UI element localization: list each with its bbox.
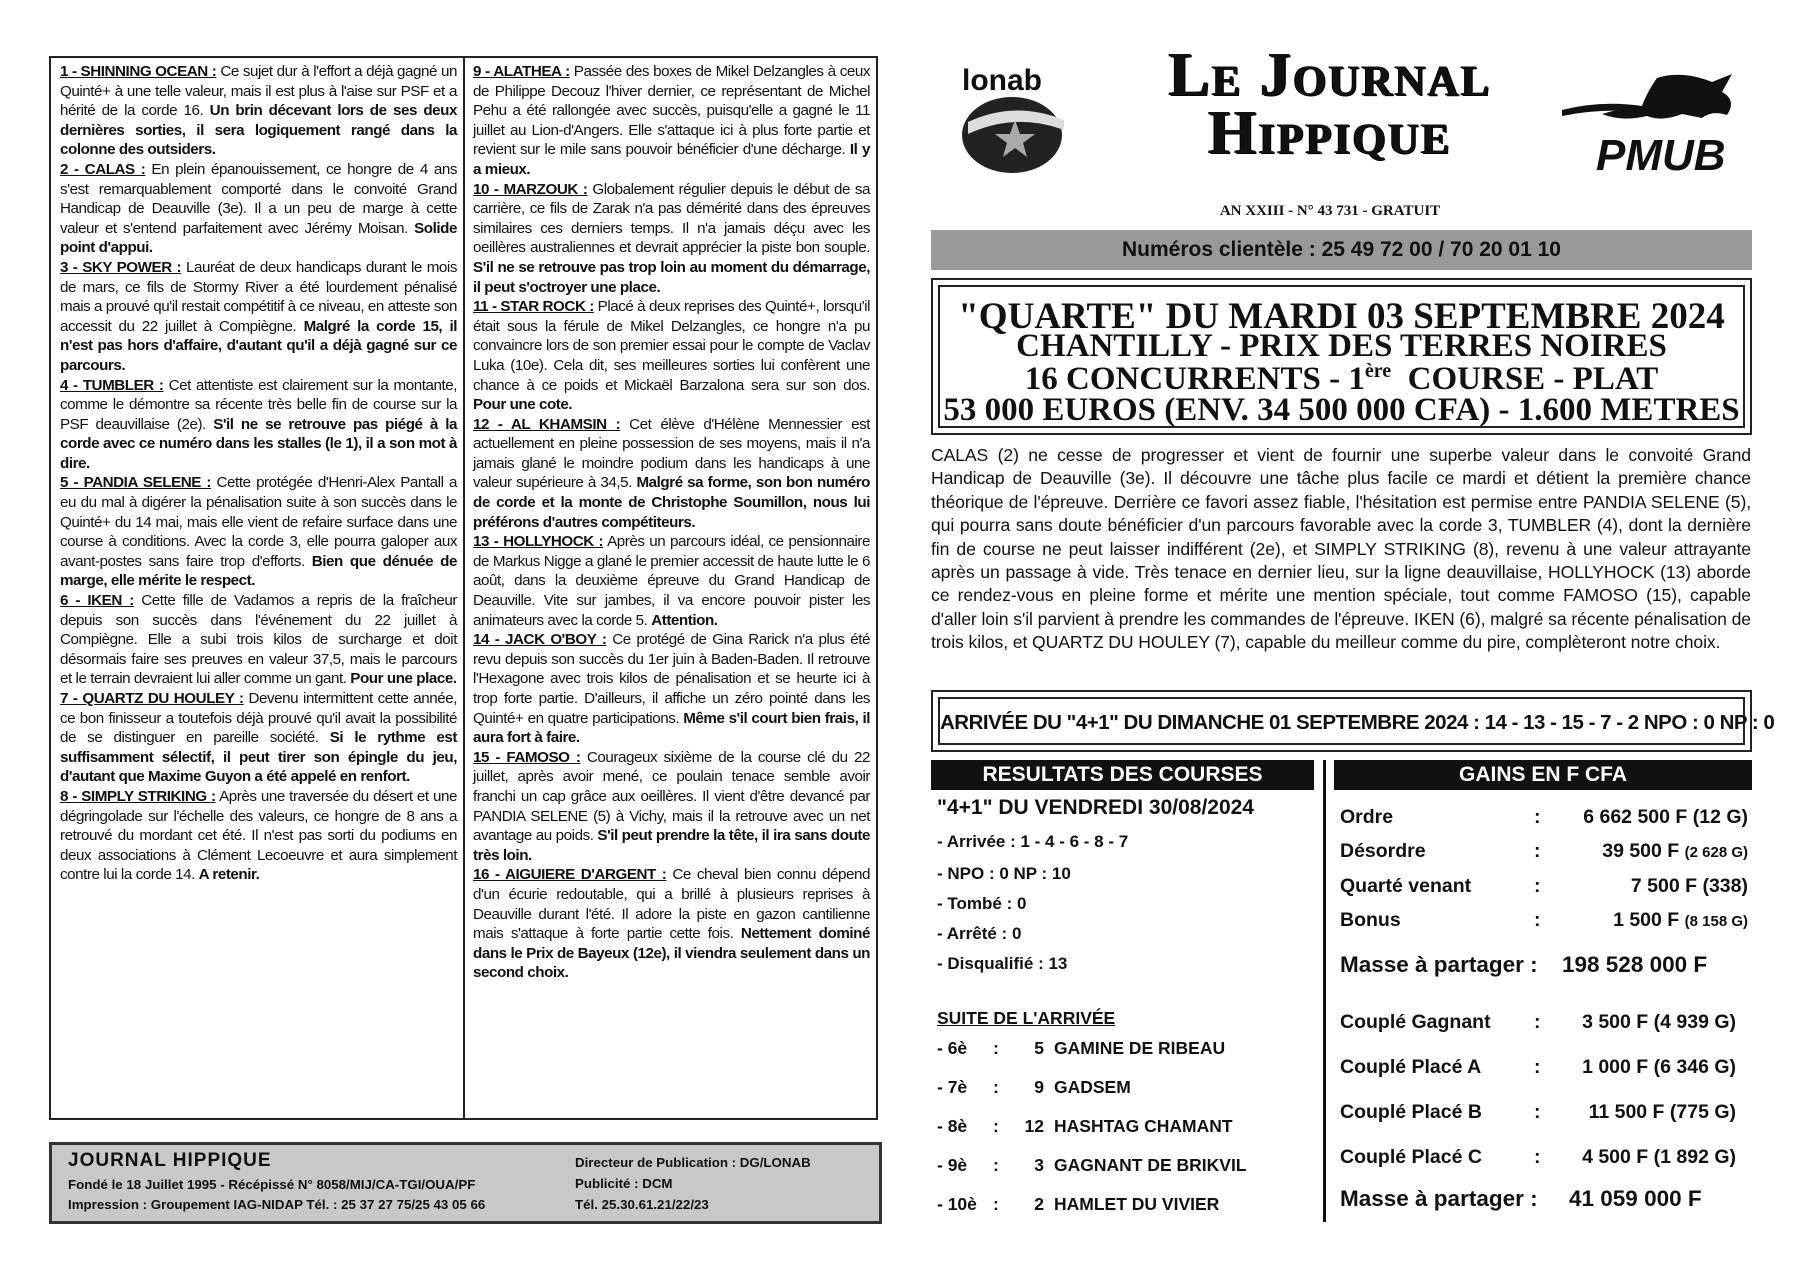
results-tombe: - Tombé : 0 [937,894,1027,913]
gains-bar: GAINS EN F CFA [1334,760,1752,790]
client-numbers: Numéros clientèle : 25 49 72 00 / 70 20 01 10 [1122,238,1561,261]
suite-sep: : [993,1077,999,1097]
masse-quarte-label: Masse à partager : [1340,952,1538,977]
horse-entry [473,865,870,983]
horse-comment: Cette fille de Vadamos a repris de la fraîcheur depuis son succès dans l'événement du 22 juillet à Compiègne. Elle a subi trois kilos de surcharge et doit désormais faire ses preuves en valeur 37,5, mais le parcours et le terrain devraient lui aller comme un gant. [60,592,457,688]
horse-verdict: Bien que dénuée de marge, elle mérite le respect. [60,552,457,590]
footer-advertising: Publicité : DCM [575,1176,673,1191]
horse-comment: Cet attentiste est clairement sur la montante, comme le démontre sa récente très belle fin de course sur la PSF deauvillaise (2e). [60,376,457,433]
horse-verdict: Nettement dominé dans le Prix de Bayeux (12e), il viendra seulement dans un second choix. [473,925,870,982]
suite-sep: : [993,1155,999,1175]
horse-verdict: S'il ne se retrouve pas piégé à la corde avec ce numéro dans les stalles (le 1), il a son mot à dire. [60,415,458,472]
horse-comment: En plein épanouissement, ce hongre de 4 ans s'est remarquablement comporté dans le convoité Grand Handicap de Deauville (3e). Il a un peu de marge à cette valeur et s'entend parfaitement avec Jérémy Moisan. [60,160,457,237]
suite-number: 2 [1034,1194,1044,1214]
suite-horse-name: GAMINE DE RIBEAU [1054,1038,1226,1058]
horse-comment: Placé à deux reprises des Quinté+, lorsqu'il était sous la férule de Mikel Delzangles, ce hongre n'a pu convaincre lors de son premier essai pour le compte de Vaclav Luka (10e). Cela dit, ses meilleures sorties lui confèrent une chance à ce poids et Mickaël Barzalona sera sur son dos. [473,298,870,394]
suite-number: 5 [1034,1038,1044,1058]
horse-comment: Courageux sixième de la course clé du 22 juillet, après avoir mené, ce poulain tenace semble avoir franchi un cap grâce aux oeillères. Il vient d'être devancé par PANDIA SELENE (5) à Vichy, mais il la retrouve avec un net avantage au poids. [473,748,870,845]
gain-value: 6 662 500 F (12 G) [1583,806,1748,828]
footer-director: Directeur de Publication : DG/LONAB [575,1155,811,1170]
horse-name: 13 - HOLLYHOCK : [473,533,604,551]
gain-label: Désordre [1340,840,1426,862]
footer-printing: Impression : Groupement IAG-NIDAP Tél. : 25 37 27 75/25 43 05 66 [68,1197,486,1212]
pmub-logo [1562,70,1752,180]
gain-label: Quarté venant [1340,875,1472,897]
gain-count: (775 G) [1669,1101,1736,1123]
suite-horse-name: HAMLET DU VIVIER [1054,1194,1220,1214]
horse-entry [473,415,870,533]
column-divider [463,58,465,1118]
results-heading: "4+1" DU VENDREDI 30/08/2024 [937,796,1254,819]
suite-sep: : [993,1194,999,1214]
gain-label: Couplé Placé C [1340,1146,1482,1168]
horse-name: 14 - JACK O'BOY : [473,631,607,649]
client-numbers-bar [931,230,1752,270]
results-arrete: - Arrêté : 0 [937,924,1022,943]
journal-title-line2: Hippique [1208,99,1452,167]
horse-comment: Globalement régulier depuis le début de sa carrière, ce fils de Zarak n'a pas démérité dans des épreuves similaires ces derniers temps. Il n'a jamais déçu avec les oeillères australiennes et devrait apprécier la piste bon souple. [473,180,870,257]
horse-entry [60,160,457,258]
horse-name: 7 - QUARTZ DU HOULEY : [60,690,244,707]
horse-verdict: Un brin décevant lors de ses deux dernières sorties, il sera logiquement rangé dans la colonne des outsiders. [60,102,458,159]
gain-label: Couplé Placé A [1340,1056,1482,1078]
horse-name: 15 - FAMOSO : [473,748,581,766]
gain-value: 11 500 F (775 G) [1588,1101,1736,1123]
horse-verdict: Solide point d'appui. [60,219,457,257]
horse-comment: Devenu intermittent cette année, ce bon finisseur a toutefois déjà prouvé qu'il avait la possibilité de se distinguer en pareille société. [60,690,457,747]
horse-verdict: Il y a mieux. [473,141,871,178]
gain-count: (338) [1702,875,1748,897]
suite-sep: : [993,1038,999,1058]
gain-value: 39 500 F (2 628 G) [1602,840,1748,862]
horse-verdict: A retenir. [198,866,260,884]
publication-footer [49,1142,882,1224]
lonab-logo [960,60,1070,180]
race-purse: 53 000 EUROS (ENV. 34 500 000 CFA) - 1.600 METRES [943,392,1740,428]
horse-verdict: Même s'il court bien frais, il aura fort à faire. [473,709,870,747]
horse-comment: Cet élève d'Hélène Mennessier est actuellement en pleine possession de ses moyens, mais il n'a jamais glané le moindre podium dans les handicaps à une valeur supérieure à 34,5. [473,415,870,492]
horse-entry [60,689,457,787]
horse-entry [60,258,457,376]
arrivee-banner [931,690,1775,752]
horse-name: 8 - SIMPLY STRIKING : [60,787,216,805]
horse-comment: Ce cheval bien connu dépend d'un écurie redoutable, qui a brillé à plusieurs reprises à Deauville durant l'été. Il adore la piste en gazon cantilienne mais s'attaque à forte partie cette fois. [473,866,870,943]
results-npo: - NPO : 0 NP : 10 [937,864,1071,883]
edition-info: AN XXIII - N° 43 731 - GRATUIT [1219,203,1441,219]
horse-verdict: Pour une place. [350,670,457,688]
horse-verdict: Pour une cote. [473,396,573,414]
footer-phone: Tél. 25.30.61.21/22/23 [575,1197,709,1212]
race-venue: CHANTILLY - PRIX DES TERRES NOIRES [1016,328,1667,364]
horse-entry [473,297,870,415]
horse-entry [60,591,457,689]
gain-label: Ordre [1340,806,1394,828]
gain-colon: : [1534,875,1541,897]
horse-comment: Ce protégé de Gina Rarick n'a plus été revu depuis son succès du 1er juin à Baden-Baden. Il retrouve l'Hexagone avec trois kilos de pénalisation et se heurte ici à trop forte partie. D'ailleurs, il affiche un zéro pointé dans les Quinté+ en quatre participations. [473,631,870,727]
gain-value: 7 500 F (338) [1630,875,1748,897]
horse-name: 11 - STAR ROCK : [473,298,594,316]
gain-value: 4 500 F (1 892 G) [1582,1146,1736,1168]
horse-name: 5 - PANDIA SELENE : [60,474,212,492]
svg-text:lonab: lonab [962,64,1042,97]
horse-name: 12 - AL KHAMSIN : [473,415,621,433]
suite-rank: - 7è [937,1077,968,1097]
suite-number: 12 [1024,1116,1044,1136]
gain-value: 1 500 F (8 158 G) [1613,909,1748,931]
horse-name: 9 - ALATHEA : [473,63,570,80]
horse-entry [473,180,870,298]
gain-count: (2 628 G) [1684,844,1748,861]
horse-name: 6 - IKEN : [60,592,134,610]
horse-entry [60,473,457,591]
footer-title: JOURNAL HIPPIQUE [68,1150,272,1171]
gain-colon: : [1534,1101,1541,1123]
gain-count: (4 939 G) [1653,1011,1736,1033]
horse-name: 2 - CALAS : [60,160,146,178]
suite-horse-name: HASHTAG CHAMANT [1054,1116,1233,1136]
results-divider [1323,760,1326,1222]
horse-name: 1 - SHINNING OCEAN : [60,63,217,80]
horse-verdict: Attention. [651,611,718,629]
suite-sep: : [993,1116,999,1136]
horse-verdict: Malgré sa forme, son bon numéro de corde et la monte de Christophe Soumillon, nous lui préférons d'autres compétiteurs. [473,474,870,531]
horse-entry [60,62,457,160]
gain-label: Couplé Placé B [1340,1101,1482,1123]
gain-label: Bonus [1340,909,1401,931]
results-disqualifie: - Disqualifié : 13 [937,954,1068,973]
horse-comment: Après un parcours idéal, ce pensionnaire de Markus Nigge a glané le premier accessit de haute lutte le 6 août, dans la deuxième épreuve du Grand Handicap de Deauville. Vite sur jambes, il va encore pouvoir pister les animateurs avec la corde 5. [473,533,870,629]
gain-count: (12 G) [1692,806,1748,828]
horse-comment: Passée des boxes de Mikel Delzangles à ceux de Philippe Decouz l'hiver dernier, ce représentant de Michel Pehu a été rallongée avec succès, puisqu'elle a gagné le 11 juillet au Lion-d'Angers. Elle s'attaque ici à plus forte partie et revient sur le mile sans pouvoir bénéficier d'une décharge. [473,63,871,159]
journal-title-line1: Le Journal [1168,41,1492,109]
results-arrivee: - Arrivée : 1 - 4 - 6 - 8 - 7 [937,832,1129,851]
suite-title: SUITE DE L'ARRIVÉE [937,1008,1116,1028]
commentary-column-2 [473,62,870,983]
gain-label: Couplé Gagnant [1340,1011,1491,1033]
horse-comment: Cette protégée d'Henri-Alex Pantall a eu du mal à digérer la pénalisation suite à son succès dans le Quinté+ du 14 mai, mais elle vient de refaire surface dans une course à conditions. Avec la corde 3, elle pourra galoper aux avant-postes sans faire trop d'efforts. [60,474,457,570]
horse-verdict: S'il peut prendre la tête, il ira sans doute très loin. [473,827,870,864]
horse-verdict: S'il ne se retrouve pas trop loin au moment du démarrage, il peut s'octroyer une place. [473,258,870,296]
masse-quarte-value: 198 528 000 F [1562,952,1708,977]
svg-text:PMUB: PMUB [1596,131,1726,180]
horse-entry [473,62,870,180]
horse-name: 3 - SKY POWER : [60,258,182,276]
horse-entry [473,630,870,748]
arrivee-text: ARRIVÉE DU "4+1" DU DIMANCHE 01 SEPTEMBRE 2024 : 14 - 13 - 15 - 7 - 2 NPO : 0 NP : 0 [940,711,1775,734]
horse-name: 16 - AIGUIERE D'ARGENT : [473,866,667,884]
gain-count: (1 892 G) [1653,1146,1736,1168]
gain-colon: : [1534,909,1541,931]
journal-title [1095,41,1565,167]
gain-colon: : [1534,1056,1541,1078]
gain-colon: : [1534,840,1541,862]
horse-comment: Lauréat de deux handicaps durant le mois de mars, ce fils de Stormy River a été lourdement pénalisé mais a prouvé qu'il restait compétitif à ce niveau, en atteste son accessit du 22 juillet à Compiègne. [60,258,457,335]
suite-horse-name: GAGNANT DE BRIKVIL [1054,1155,1247,1175]
horse-verdict: Si le rythme est suffisamment sélectif, il peut tirer son épingle du jeu, d'autant que Maxime Guyon a été appelé en renfort. [60,729,457,786]
horse-verdict: Malgré la corde 15, il n'est pas hors d'affaire, d'autant qu'il a déjà gagné sur ce parcours. [60,317,457,374]
race-title: "QUARTE" DU MARDI 03 SEPTEMBRE 2024 [958,296,1725,337]
suite-rank: - 8è [937,1116,968,1136]
suite-rank: - 10è [937,1194,977,1214]
horse-comment: Ce sujet dur à l'effort a déjà gagné un Quinté+ à une telle valeur, mais il est plus à l'aise sur PSF et a hérité de la corde 16. [60,63,457,120]
suite-number: 9 [1034,1077,1044,1097]
gain-count: (8 158 G) [1684,913,1748,930]
commentary-column-1 [60,62,457,885]
horse-entry [60,787,457,885]
gain-colon: : [1534,806,1541,828]
horse-entry [60,376,457,474]
masse-couple-value: 41 059 000 F [1569,1186,1702,1211]
suite-horse-name: GADSEM [1054,1077,1131,1097]
masse-couple-label: Masse à partager : [1340,1186,1538,1211]
horse-entry [473,748,870,866]
horse-entry [473,532,870,630]
race-info-box [931,278,1752,435]
horse-name: 4 - TUMBLER : [60,376,164,394]
gain-count: (6 346 G) [1653,1056,1736,1078]
suite-rank: - 9è [937,1155,968,1175]
horse-comment: Après une traversée du désert et une dégringolade sur l'échelle des valeurs, ce hongre de 8 ans a retrouvé du mordant cet été. Il n'est pas sorti du podiums en deux associations à Clément Lecoeuvre et aura simplement contre lui la corde 14. [60,787,457,884]
horse-name: 10 - MARZOUK : [473,180,588,198]
gain-colon: : [1534,1011,1541,1033]
gain-colon: : [1534,1146,1541,1168]
suite-number: 3 [1034,1155,1044,1175]
gain-value: 3 500 F (4 939 G) [1582,1011,1736,1033]
footer-founded: Fondé le 18 Juillet 1995 - Récépissé N° 8058/MIJ/CA-TGI/OUA/PF [68,1177,476,1192]
suite-rank: - 6è [937,1038,968,1058]
race-analysis: CALAS (2) ne cesse de progresser et vient de fournir une superbe valeur dans le convoité Grand Handicap de Deauville (3e). Il découvre une tâche plus facile ce mardi et détient la première chance théorique de l'épreuve. Derrière ce favori assez fiable, l'hésitation est permise entre PANDIA SELENE (5), qui pourra sans doute bénéficier d'un parcours favorable avec la corde 3, TUMBLER (4), dont la dernière fin de course ne peut laisser indifférent (2e), et SIMPLY STRIKING (8), revenu à une valeur attrayante après un passage à vide. Très tenace en dernier lieu, sur la ligne deauvillaise, HOLLYHOCK (13) aborde ce rendez-vous en pleine forme et mérite une mention spéciale, tout comme FAMOSO (15), capable d'aller loin s'il parvient à prendre les commandes de l'épreuve. IKEN (6), malgré sa récente pénalisation de trois kilos, et QUARTZ DU HOULEY (7), capable du meilleur comme du pire, complèteront notre choix. [931,445,1751,653]
gain-value: 1 000 F (6 346 G) [1582,1056,1736,1078]
results-bar: RESULTATS DES COURSES [931,760,1314,790]
race-runners: 16 CONCURRENTS - 1ère COURSE - PLAT [1024,360,1659,397]
